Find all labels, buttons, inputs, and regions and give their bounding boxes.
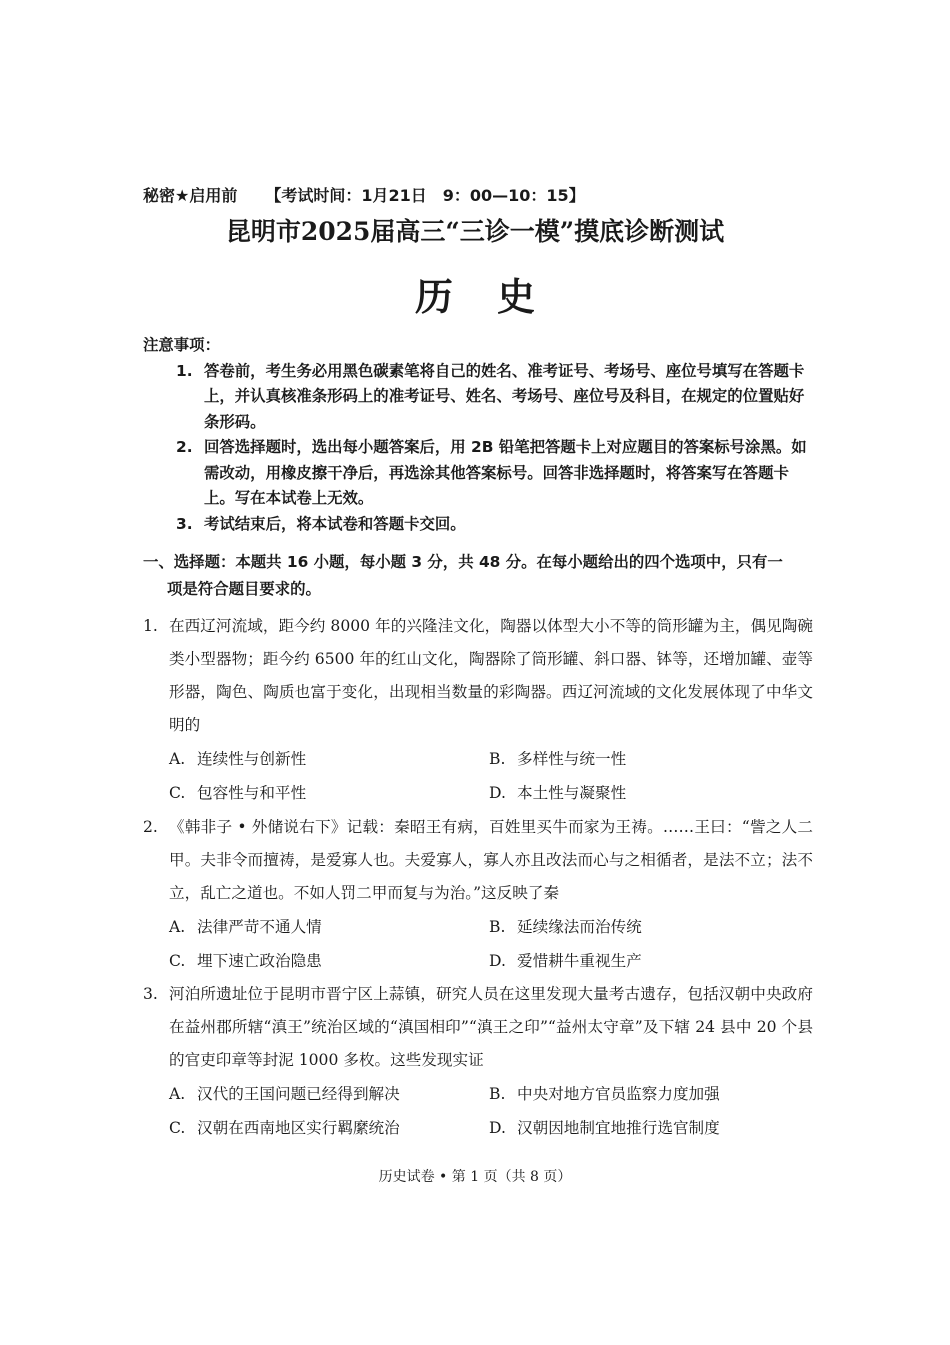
question-stem bbox=[143, 610, 813, 742]
option-label: B. bbox=[489, 1085, 506, 1103]
notice-item-text: 回答选择题时，选出每小题答案后，用 2B 铅笔把答题卡上对应题目的答案标号涂黑。如需改动，用橡皮擦干净后，再选涂其他答案标号。回答非选择题时，将答案写在答题卡上。写在本试卷上无效。 bbox=[204, 438, 807, 507]
option-text: 中央对地方官员监察力度加强 bbox=[517, 1085, 720, 1103]
question-options bbox=[169, 1077, 813, 1145]
option-b bbox=[489, 742, 809, 776]
option-text: 汉朝在西南地区实行羁縻统治 bbox=[197, 1119, 400, 1137]
option-text: 汉代的王国问题已经得到解决 bbox=[197, 1085, 400, 1103]
notice-item bbox=[176, 435, 813, 512]
option-c bbox=[169, 776, 489, 810]
option-label: D. bbox=[489, 1119, 506, 1137]
question-number: 2. bbox=[143, 818, 158, 836]
secret-label: 秘密★启用前 bbox=[143, 186, 238, 205]
notice-item-number: 1. bbox=[176, 361, 193, 380]
option-text: 延续缘法而治传统 bbox=[517, 918, 642, 936]
question-options bbox=[169, 910, 813, 978]
notice-item-text: 答卷前，考生务必用黑色碳素笔将自己的姓名、准考证号、考场号、座位号填写在答题卡上，并认真核准条形码上的准考证号、姓名、考场号、座位号及科目，在规定的位置贴好条形码。 bbox=[204, 361, 805, 431]
option-c bbox=[169, 1111, 489, 1145]
question-1 bbox=[143, 610, 813, 810]
exam-time: 【考试时间：1月21日 9：00—10：15】 bbox=[265, 186, 585, 205]
option-d bbox=[489, 944, 809, 978]
question-options bbox=[169, 742, 813, 810]
notice-item bbox=[176, 359, 813, 436]
notice-item-number: 3. bbox=[176, 514, 193, 533]
notice-item bbox=[176, 512, 813, 538]
option-a bbox=[169, 910, 489, 944]
question-2 bbox=[143, 811, 813, 978]
option-label: B. bbox=[489, 918, 506, 936]
notice-block bbox=[143, 333, 813, 537]
question-3 bbox=[143, 978, 813, 1145]
question-text: 在西辽河流域，距今约 8000 年的兴隆洼文化，陶器以体型大小不等的筒形罐为主，偶见陶碗类小型器物；距今约 6500 年的红山文化，陶器除了筒形罐、斜口器、钵等，还增加罐、壶等形器，陶色、陶质也富于变化，出现相当数量的彩陶器。西辽河流域的文化发展体现了中华文明的 bbox=[169, 617, 813, 734]
option-text: 本土性与凝聚性 bbox=[517, 784, 627, 802]
exam-header bbox=[143, 183, 585, 206]
exam-title: 昆明市2025届高三“三诊一模”摸底诊断测试 bbox=[225, 217, 725, 246]
option-text: 爱惜耕牛重视生产 bbox=[517, 952, 642, 970]
option-label: A. bbox=[169, 918, 186, 936]
question-number: 3. bbox=[143, 985, 158, 1003]
option-a bbox=[169, 1077, 489, 1111]
option-text: 包容性与和平性 bbox=[197, 784, 307, 802]
option-text: 多样性与统一性 bbox=[517, 750, 627, 768]
subject-title: 历史 bbox=[414, 274, 579, 319]
option-label: D. bbox=[489, 784, 506, 802]
option-label: C. bbox=[169, 952, 186, 970]
option-b bbox=[489, 910, 809, 944]
question-stem bbox=[143, 811, 813, 910]
section-line-1: 一、选择题：本题共 16 小题，每小题 3 分，共 48 分。在每小题给出的四个选项中，只有一 bbox=[143, 553, 783, 571]
option-label: A. bbox=[169, 750, 186, 768]
option-label: C. bbox=[169, 1119, 186, 1137]
section-heading bbox=[143, 549, 813, 603]
question-text: 《韩非子 • 外储说右下》记载：秦昭王有病，百姓里买牛而家为王祷。……王曰：“訾之人二甲。夫非令而擅祷，是爱寡人也。夫爱寡人，寡人亦且改法而心与之相循者，是法不立；法不立，乱亡之道也。不如人罚二甲而复与为治。”这反映了秦 bbox=[169, 818, 813, 902]
section-line-2: 项是符合题目要求的。 bbox=[167, 580, 321, 598]
notice-item-number: 2. bbox=[176, 438, 193, 456]
page-footer: 历史试卷 • 第 1 页（共 8 页） bbox=[378, 1169, 572, 1185]
option-a bbox=[169, 742, 489, 776]
question-number: 1. bbox=[143, 617, 158, 635]
option-label: D. bbox=[489, 952, 506, 970]
option-text: 法律严苛不通人情 bbox=[197, 918, 322, 936]
option-text: 埋下速亡政治隐患 bbox=[197, 952, 322, 970]
question-stem bbox=[143, 978, 813, 1077]
option-label: A. bbox=[169, 1085, 186, 1103]
option-c bbox=[169, 944, 489, 978]
option-d bbox=[489, 1111, 809, 1145]
option-label: B. bbox=[489, 750, 506, 768]
option-text: 连续性与创新性 bbox=[197, 750, 307, 768]
notice-item-text: 考试结束后，将本试卷和答题卡交回。 bbox=[204, 514, 466, 533]
option-b bbox=[489, 1077, 809, 1111]
option-d bbox=[489, 776, 809, 810]
option-label: C. bbox=[169, 784, 186, 802]
notice-title: 注意事项： bbox=[143, 336, 220, 354]
question-text: 河泊所遗址位于昆明市晋宁区上蒜镇，研究人员在这里发现大量考古遗存，包括汉朝中央政府在益州郡所辖“滇王”统治区域的“滇国相印”“滇王之印”“益州太守章”及下辖 24 县中 20 个县的官吏印章等封泥 1000 多枚。这些发现实证 bbox=[169, 985, 813, 1069]
option-text: 汉朝因地制宜地推行选官制度 bbox=[517, 1119, 720, 1137]
